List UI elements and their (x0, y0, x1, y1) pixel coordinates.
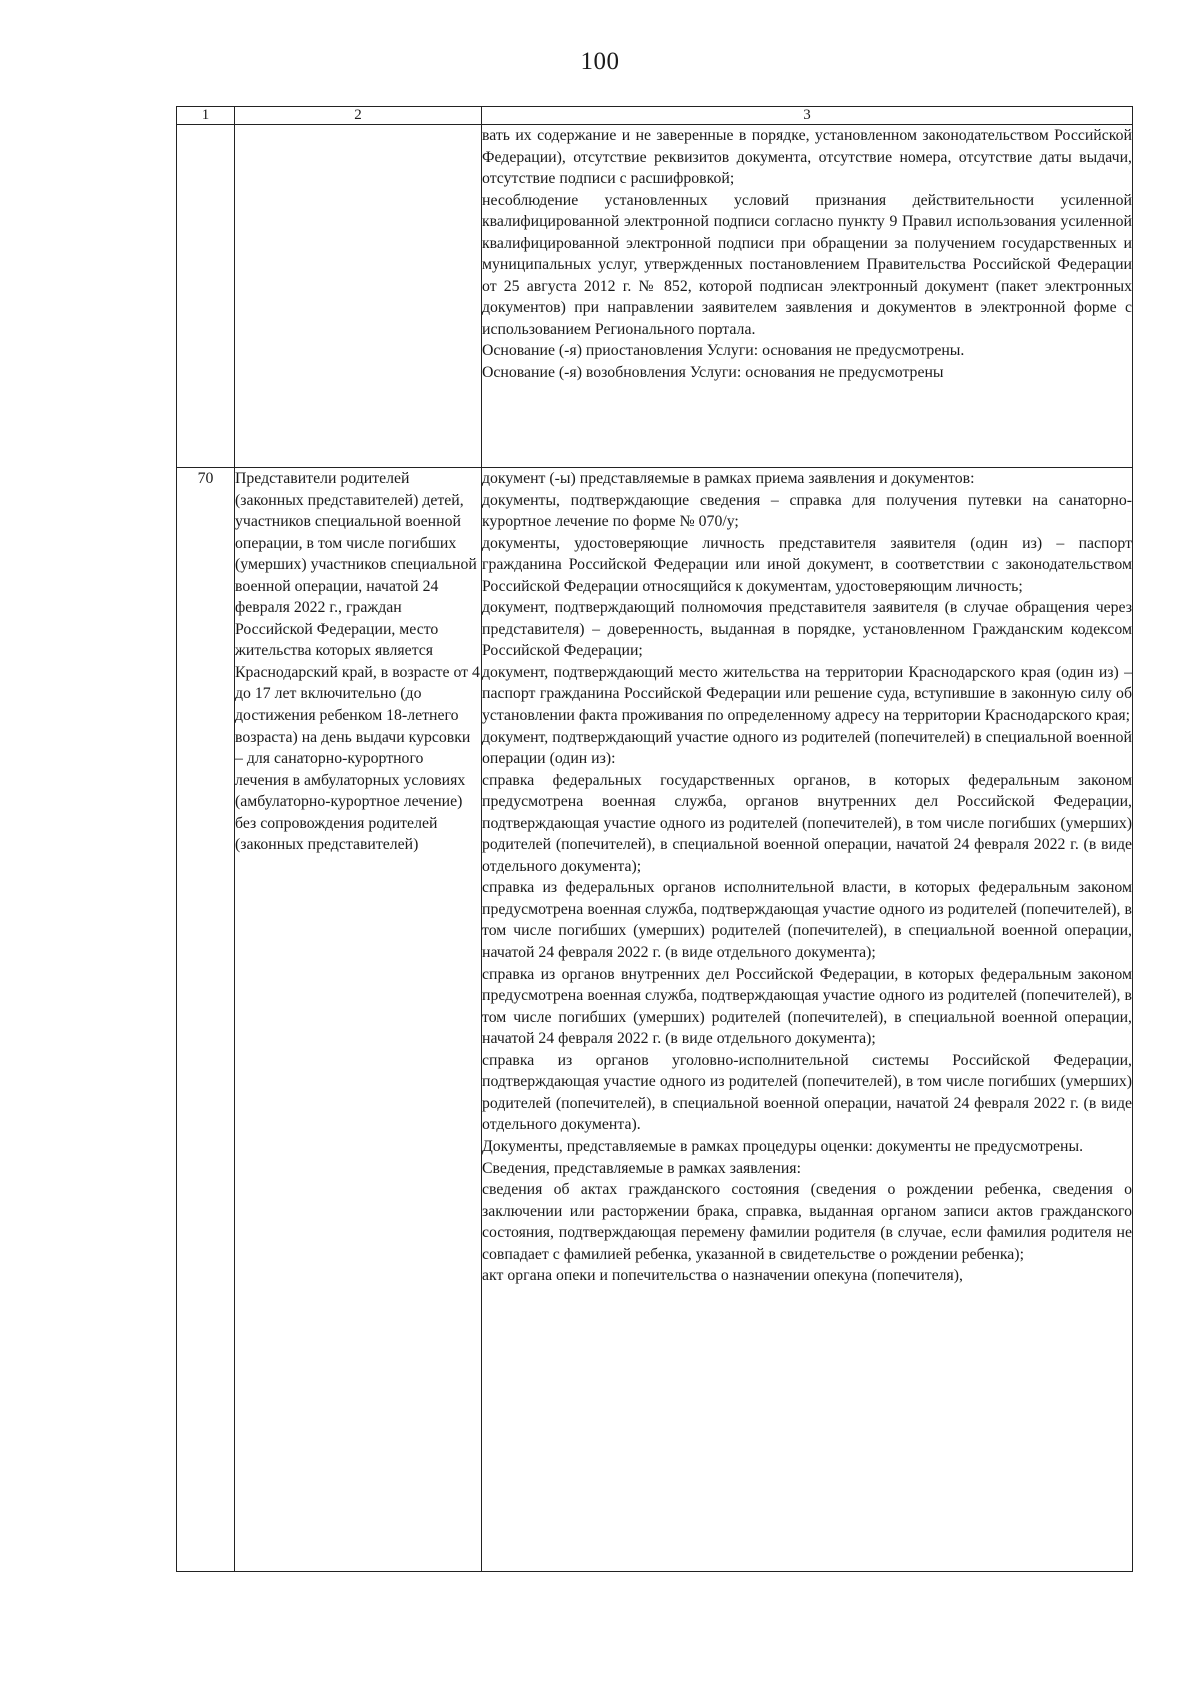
column-header-3: 3 (482, 107, 1133, 125)
column-header-1: 1 (177, 107, 235, 125)
paragraph: справка из федеральных органов исполнительной власти, в которых федеральным законом предусмотрена военная служба, подтверждающая участие одного из родителей (попечителей), в том числе погибших (умерших) родителей (попечителей), в специальной военной операции, начатой 24 февраля 2022 г. (в виде отдельного документа); (482, 879, 1132, 962)
page-number: 100 (580, 48, 620, 75)
paragraph: вать их содержание и не заверенные в порядке, установленном законодательством Российской Федерации), отсутствие реквизитов документа, отсутствие номера, отсутствие даты выдачи, отсутствие подписи с расшифровкой; (482, 127, 1132, 188)
paragraph: сведения об актах гражданского состояния (сведения о рождении ребенка, сведения о заключении или расторжении брака, справка, выданная органом записи актов гражданского состояния, подтверждающая перемену фамилии родителя (в случае, если фамилия родителя не совпадает с фамилией ребенка, указанной в свидетельстве о рождении ребенка); (482, 1181, 1132, 1263)
paragraph: справка из органов внутренних дел Российской Федерации, в которых федеральным законом предусмотрена военная служба, подтверждающая участие одного из родителей (попечителей), в том числе погибших (умерших) родителей (попечителей), в специальной военной операции, начатой 24 февраля 2022 г. (в виде отдельного документа); (482, 965, 1132, 1048)
table-row-continuation (177, 125, 1133, 468)
row-number-cell: 70 (177, 468, 235, 1572)
requirements-cell (482, 468, 1133, 1572)
column-header-2: 2 (235, 107, 482, 125)
category-cell (235, 125, 482, 468)
requirements-cell (482, 125, 1133, 468)
paragraph: справка из органов уголовно-исполнительной системы Российской Федерации, подтверждающая участие одного из родителей (попечителей), в том числе погибших (умерших) родителей (попечителей), в специальной военной операции, начатой 24 февраля 2022 г. (в виде отдельного документа). (482, 1051, 1132, 1134)
paragraph: документ, подтверждающий место жительства на территории Краснодарского края (один из) – паспорт гражданина Российской Федерации или решение суда, вступившие в законную силу об установлении факта проживания по определенному адресу на территории Краснодарского края; (482, 663, 1132, 725)
paragraph: документ (-ы) представляемые в рамках приема заявления и документов: (482, 470, 975, 487)
table-header-row (177, 107, 1133, 125)
paragraph: Основание (-я) возобновления Услуги: основания не предусмотрены (482, 364, 944, 382)
paragraph: Документы, представляемые в рамках процедуры оценки: документы не предусмотрены. (482, 1137, 1084, 1155)
paragraph: акт органа опеки и попечительства о назначении опекуна (попечителя), (482, 1267, 963, 1285)
paragraph: документ, подтверждающий участие одного из родителей (попечителей) в специальной военной операции (один из): (482, 728, 1132, 768)
category-cell: Представители родителей (законных представителей) детей, участников специальной военной операции, в том числе погибших (умерших) участников специальной военной операции, начатой 24 февраля 2022 г., граждан Российской Федерации, место жительства которых является Краснодарский край, в возрасте от 4 до 17 лет включительно (до достижения ребенком 18-летнего возраста) на день выдачи курсовки – для санаторно-курортного лечения в амбулаторных условиях (амбулаторно-курортное лечение) без сопровождения родителей (законных представителей) (235, 468, 482, 1572)
row-number-cell (177, 125, 235, 468)
paragraph: справка федеральных государственных органов, в которых федеральным законом предусмотрена военная служба, органов внутренних дел Российской Федерации, подтверждающая участие одного из родителей (попечителей), в том числе погибших (умерших) родителей (попечителей), в специальной военной операции, начатой 24 февраля 2022 г. (в виде отдельного документа); (482, 771, 1132, 875)
paragraph: документы, удостоверяющие личность представителя заявителя (один из) – паспорт гражданина Российской Федерации или иной документ, в соответствии с законодательством Российской Федерации относящийся к документам, удостоверяющим личность; (482, 534, 1132, 595)
paragraph: Основание (-я) приостановления Услуги: основания не предусмотрены. (482, 342, 965, 360)
document-table (176, 106, 1133, 1572)
paragraph: документ, подтверждающий полномочия представителя заявителя (в случае обращения через представителя) – доверенность, выданная в порядке, установленном Гражданским кодексом Российской Федерации; (482, 599, 1132, 660)
table-row-70 (177, 468, 1133, 1572)
paragraph: документы, подтверждающие сведения – справка для получения путевки на санаторно-курортное лечение по форме № 070/у; (482, 491, 1132, 531)
paragraph: Сведения, представляемые в рамках заявления: (482, 1159, 801, 1177)
paragraph: несоблюдение установленных условий признания действительности усиленной квалифицированной электронной подписи согласно пункту 9 Правил использования усиленной квалифицированной электронной подписи при обращении за получением государственных и муниципальных услуг, утвержденных постановлением Правительства Российской Федерации от 25 августа 2012 г. № 852, которой подписан электронный документ (пакет электронных документов) при направлении заявителем заявления и документов в электронной форме с использованием Регионального портала. (482, 191, 1132, 338)
